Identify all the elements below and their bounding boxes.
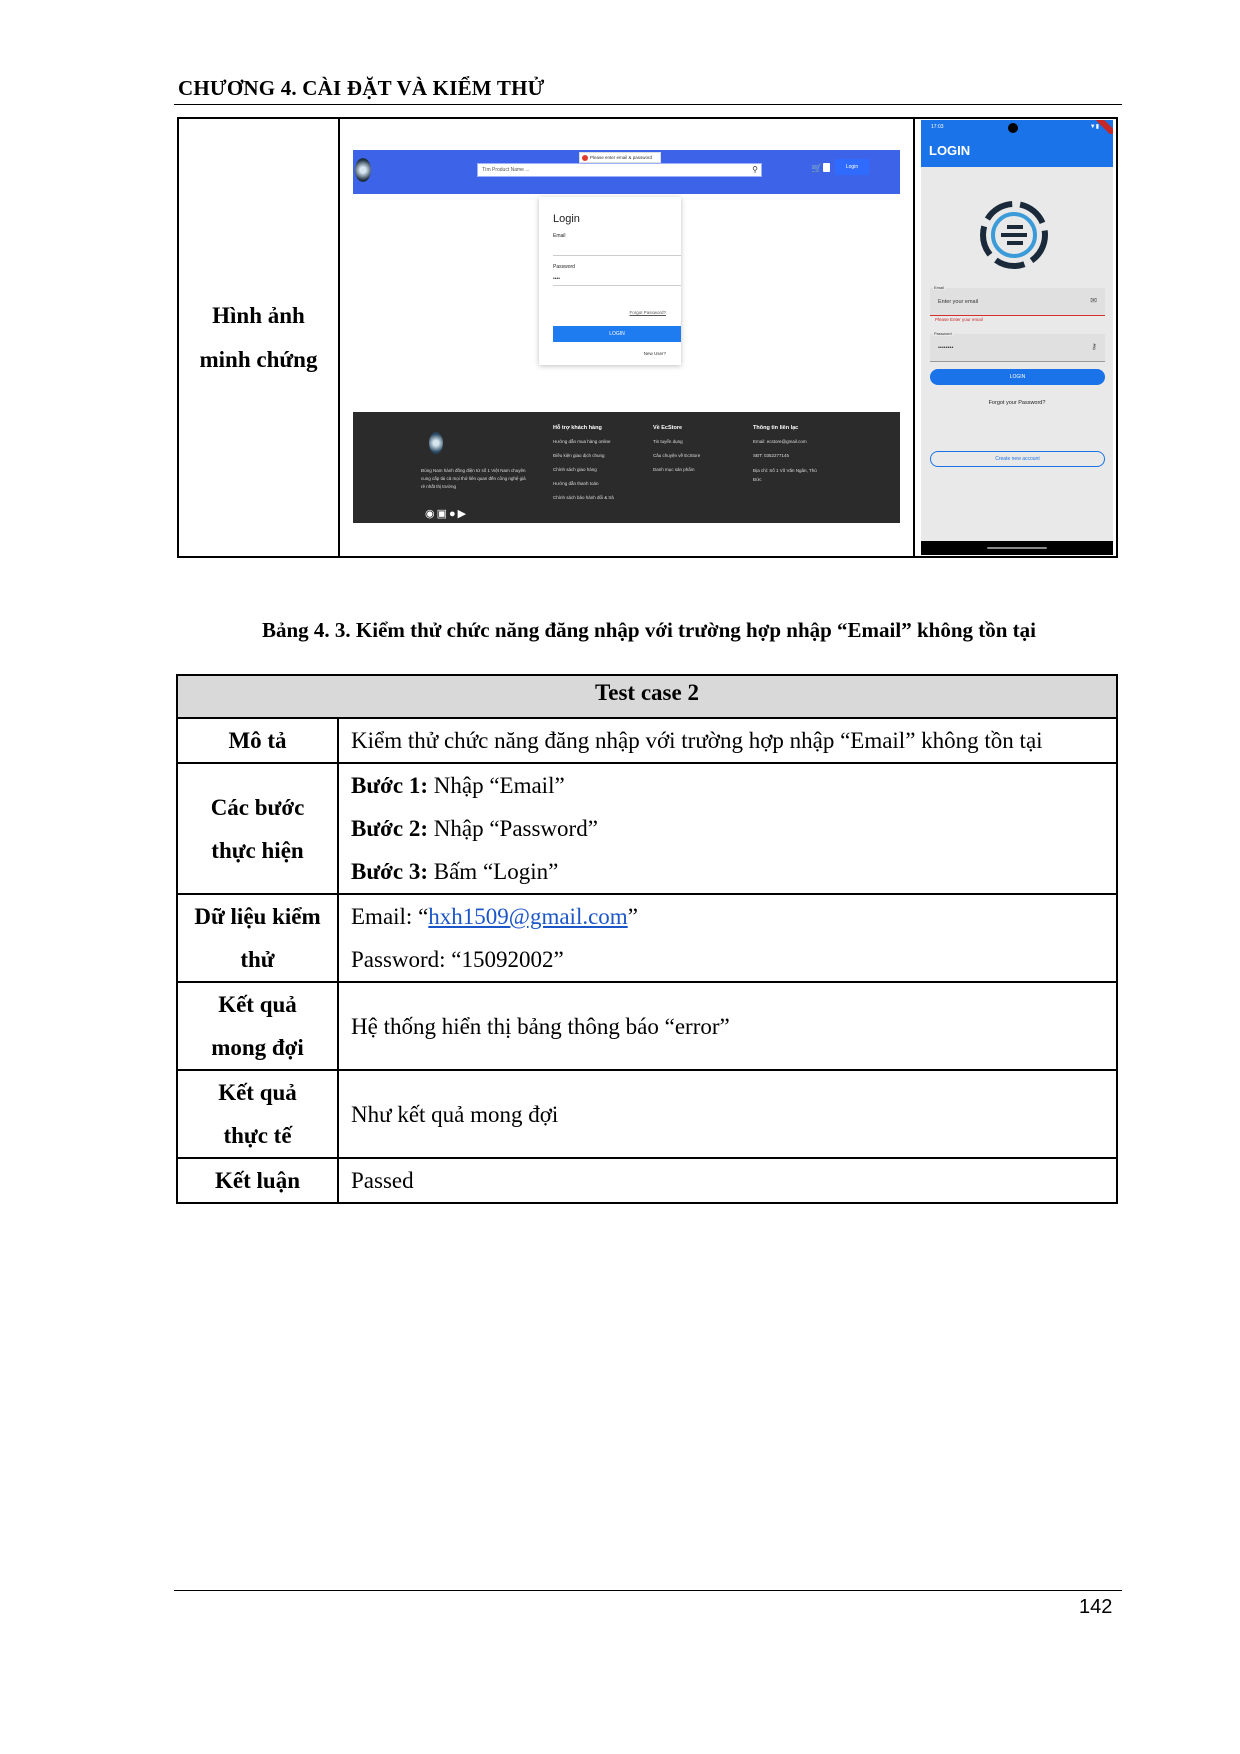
mobile-email-label: Email — [934, 285, 945, 290]
mobile-password-field[interactable] — [930, 331, 1105, 362]
footer-contact: Địa chỉ: Số 1 Võ Văn Ngân, Thủ Đức — [753, 468, 817, 482]
test-data-label-line1: Dữ liệu kiểm — [194, 904, 321, 929]
header-divider — [174, 104, 1122, 105]
step-2 — [351, 807, 1116, 850]
footer-link[interactable]: Hướng dẫn mua hàng online — [553, 439, 611, 444]
error-icon — [582, 155, 588, 161]
footer-link[interactable]: Danh mục sản phẩm — [653, 467, 695, 472]
description-value: Kiểm thử chức năng đăng nhập với trường hợp nhập “Email” không tồn tại — [338, 718, 1117, 763]
step-2-label: Bước 2: — [351, 816, 428, 841]
mobile-email-placeholder: Enter your email — [938, 299, 979, 305]
steps-label — [177, 763, 338, 894]
test-data-password: Password: “15092002” — [351, 947, 564, 972]
steps-label-line1: Các bước — [210, 794, 305, 820]
validation-alert-text: Please enter email & password — [590, 155, 653, 160]
step-1-label: Bước 1: — [351, 773, 428, 798]
mobile-login-screenshot — [921, 120, 1113, 555]
evidence-label-cell — [179, 119, 340, 556]
expected-label — [177, 982, 338, 1070]
footer-col-support — [553, 425, 614, 505]
web-logo-icon — [355, 158, 371, 182]
table-caption: Bảng 4. 3. Kiểm thử chức năng đăng nhập với trường hợp nhập “Email” không tồn tại — [261, 618, 1037, 642]
mobile-email-field[interactable] — [930, 285, 1105, 316]
test-data-value — [338, 894, 1117, 982]
web-nav-login-button[interactable]: Login — [835, 159, 869, 175]
footer-description: Đúng Nam hành đồng điện tử số 1 Việt Nam chuyên cung cấp tài cả mọi thứ liên quan đến công nghệ giá rẻ nhất thị trường — [421, 468, 526, 489]
mobile-app-title: LOGIN — [929, 143, 971, 158]
actual-label — [177, 1070, 338, 1158]
evidence-table — [177, 117, 1118, 558]
footer-link[interactable]: Tin tuyển dụng — [653, 439, 683, 444]
create-account-button[interactable]: Create new account — [930, 451, 1105, 467]
description-label: Mô tả — [177, 718, 338, 763]
mobile-screenshot-cell — [915, 119, 1116, 556]
footer-col-contact — [753, 425, 823, 484]
actual-value: Như kết quả mong đợi — [338, 1070, 1117, 1158]
expected-label-line1: Kết quả — [218, 992, 297, 1017]
email-prefix: Email: “ — [351, 904, 429, 929]
status-time: 17:03 — [931, 124, 944, 130]
web-login-screenshot — [353, 150, 900, 523]
step-3-label: Bước 3: — [351, 859, 428, 884]
email-link[interactable]: hxh1509@gmail.com — [428, 904, 628, 929]
footer-contact: SĐT: 0352277145 — [753, 453, 790, 458]
mobile-password-value: •••••••• — [938, 345, 954, 351]
web-password-input[interactable]: •••• — [553, 272, 681, 286]
social-icons[interactable]: ◉▣●▶ — [425, 508, 469, 520]
footer-col-heading: Hỗ trợ khách hàng — [553, 425, 602, 431]
lock-icon[interactable]: ⚷ — [1091, 342, 1097, 351]
evidence-label-line2: minh chứng — [199, 346, 318, 372]
evidence-label-line1: Hình ảnh — [212, 302, 305, 328]
mobile-app-bar — [921, 134, 1113, 167]
cart-badge — [823, 163, 830, 172]
footer-col-about — [653, 425, 700, 477]
mobile-forgot-password-link[interactable]: Forgot your Password? — [988, 400, 1046, 406]
android-nav-bar — [921, 541, 1113, 555]
steps-label-line2: thực hiện — [211, 837, 304, 863]
actual-label-line2: thực tế — [223, 1123, 292, 1148]
status-bar — [921, 120, 1113, 134]
home-indicator[interactable] — [987, 547, 1047, 549]
actual-label-line1: Kết quả — [218, 1080, 297, 1105]
footer-link[interactable]: Câu chuyện về EcStore — [653, 453, 701, 458]
footer-divider — [174, 1590, 1122, 1591]
cart-icon[interactable]: 🛒 — [811, 163, 823, 173]
test-case-title: Test case 2 — [177, 675, 1117, 718]
email-label: Email — [553, 233, 566, 239]
forgot-password-link[interactable]: Forgot Password? — [629, 310, 666, 315]
login-card-title: Login — [553, 213, 580, 225]
page-number: 142 — [1079, 1596, 1113, 1618]
footer-link[interactable]: Chính sách bảo hành đổi & trả — [553, 495, 614, 500]
web-footer — [353, 412, 900, 523]
footer-link[interactable]: Chính sách giao hàng — [553, 467, 597, 472]
footer-link[interactable]: Hướng dẫn thanh toán — [553, 481, 599, 486]
email-icon: ✉ — [1090, 296, 1097, 305]
password-label: Password — [553, 264, 575, 270]
test-data-email — [351, 895, 1116, 938]
step-1-text: Nhập “Email” — [428, 773, 565, 798]
mobile-login-button[interactable]: LOGIN — [930, 369, 1105, 385]
steps-value — [338, 763, 1117, 894]
footer-contact: Email: ecstore@gmail.com — [753, 439, 807, 444]
footer-col-heading: Về EcStore — [653, 425, 683, 431]
web-screenshot-cell — [340, 119, 915, 556]
web-search-placeholder: Tìm Product Name ... — [482, 167, 530, 173]
step-3 — [351, 850, 1116, 893]
camera-cutout — [1008, 123, 1018, 133]
app-logo-icon — [979, 200, 1049, 270]
expected-value: Hệ thống hiển thị bảng thông báo “error” — [338, 982, 1117, 1070]
footer-col-heading: Thông tin liên lạc — [753, 425, 799, 431]
validation-alert — [579, 152, 661, 163]
web-login-submit-button[interactable]: LOGIN — [553, 326, 681, 342]
test-data-label-line2: thử — [240, 947, 275, 972]
mobile-password-label: Password — [934, 331, 952, 336]
web-search-input[interactable] — [477, 163, 762, 177]
test-case-table — [176, 674, 1118, 1204]
signup-link[interactable]: New User? — [643, 351, 666, 356]
step-1 — [351, 764, 1116, 807]
web-email-input[interactable] — [553, 241, 681, 256]
mobile-email-error: Please Enter your email — [935, 317, 983, 322]
web-login-card — [539, 197, 681, 365]
conclusion-value: Passed — [338, 1158, 1117, 1203]
email-suffix: ” — [627, 904, 638, 929]
signal-battery-icon: ▼▮ — [1089, 124, 1099, 130]
step-2-text: Nhập “Password” — [428, 816, 598, 841]
step-3-text: Bấm “Login” — [428, 859, 559, 884]
conclusion-label: Kết luận — [177, 1158, 338, 1203]
footer-link[interactable]: Điều kiện giao dịch chung — [553, 453, 605, 458]
footer-logo-icon — [429, 432, 443, 454]
chapter-title: CHƯƠNG 4. CÀI ĐẶT VÀ KIỂM THỬ — [178, 76, 545, 100]
expected-label-line2: mong đợi — [211, 1035, 304, 1060]
test-data-label — [177, 894, 338, 982]
search-icon[interactable]: ⚲ — [752, 165, 758, 174]
